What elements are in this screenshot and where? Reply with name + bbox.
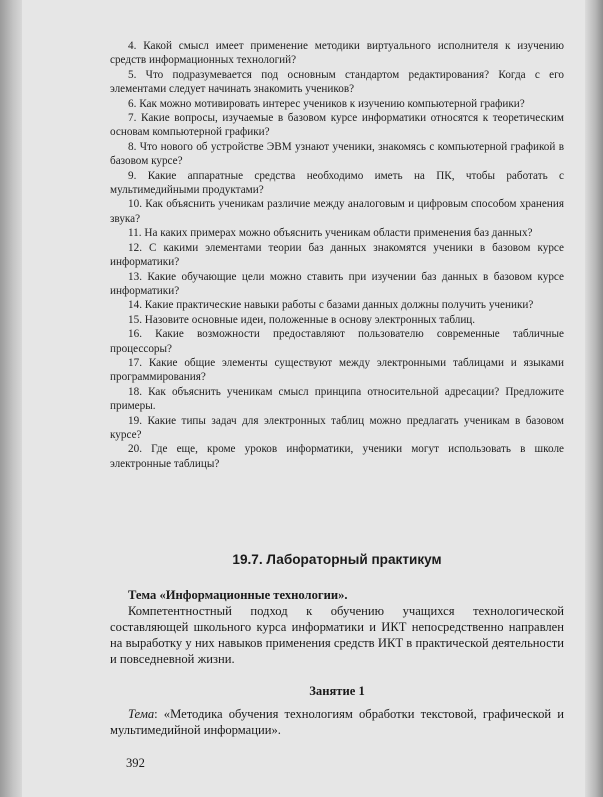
question-item: 10. Как объяснить ученикам различие между аналоговым и цифровым способом хранения звука? (110, 198, 564, 225)
topic-paragraph: Компетентностный подход к обучению учащихся технологической составляющей школьного курса информатики и ИКТ непосредственно направлен на выработку у них навыков применения средств ИКТ в практической деятельности и повседневной жизни. (110, 604, 564, 666)
review-questions-list (110, 39, 564, 471)
question-item: 13. Какие обучающие цели можно ставить при изучении баз данных в базовом курсе информатики? (110, 270, 564, 297)
question-item: 16. Какие возможности предоставляют пользователю современные табличные процессоры? (110, 328, 564, 355)
lesson-text: : «Методика обучения технологиям обработки текстовой, графической и мультимедийной информации». (110, 707, 564, 737)
question-item: 7. Какие вопросы, изучаемые в базовом курсе информатики относятся к теоретическим основам компьютерной графики? (110, 112, 564, 139)
question-item: 15. Назовите основные идеи, положенные в основу электронных таблиц. (128, 313, 476, 326)
page-number: 392 (126, 756, 145, 770)
question-item: 6. Как можно мотивировать интерес учеников к изучению компьютерной графики? (128, 97, 525, 110)
question-item: 17. Какие общие элементы существуют между электронными таблицами и языками программирования? (110, 356, 564, 384)
section-heading: 19.7. Лабораторный практикум (232, 552, 442, 567)
lesson-paragraph (110, 706, 564, 738)
topic-block (110, 587, 564, 667)
question-item: 20. Где еще, кроме уроков информатики, ученики могут использовать в школе электронные таблицы? (110, 443, 564, 470)
lesson-label: Тема (128, 707, 155, 721)
question-item: 4. Какой смысл имеет применение методики виртуального исполнителя к изучению средств информационных технологий? (110, 40, 564, 67)
lesson-heading: Занятие 1 (309, 684, 365, 698)
question-item: 11. На каких примерах можно объяснить ученикам области применения баз данных? (128, 227, 533, 240)
question-item: 12. С какими элементами теории баз данных знакомятся ученики в базовом курсе информатики? (110, 241, 564, 269)
question-item: 14. Какие практические навыки работы с базами данных должны получить ученики? (128, 299, 534, 312)
question-item: 8. Что нового об устройстве ЭВМ узнают ученики, знакомясь с компьютерной графикой в базовом курсе? (110, 140, 564, 168)
question-item: 19. Какие типы задач для электронных таблиц можно предлагать ученикам в базовом курсе? (110, 414, 564, 441)
page-shadow-left (0, 0, 22, 797)
topic-heading: Тема «Информационные технологии». (128, 588, 348, 602)
question-item: 18. Как объяснить ученикам смысл принципа относительной адресации? Предложите примеры. (110, 385, 564, 413)
question-item: 5. Что подразумевается под основным стандартом редактирования? Когда с его элементами следует начинать знакомить учеников? (110, 68, 564, 96)
question-item: 9. Какие аппаратные средства необходимо иметь на ПК, чтобы работать с мультимедийными продуктами? (110, 169, 564, 197)
page-shadow-right (585, 0, 603, 797)
